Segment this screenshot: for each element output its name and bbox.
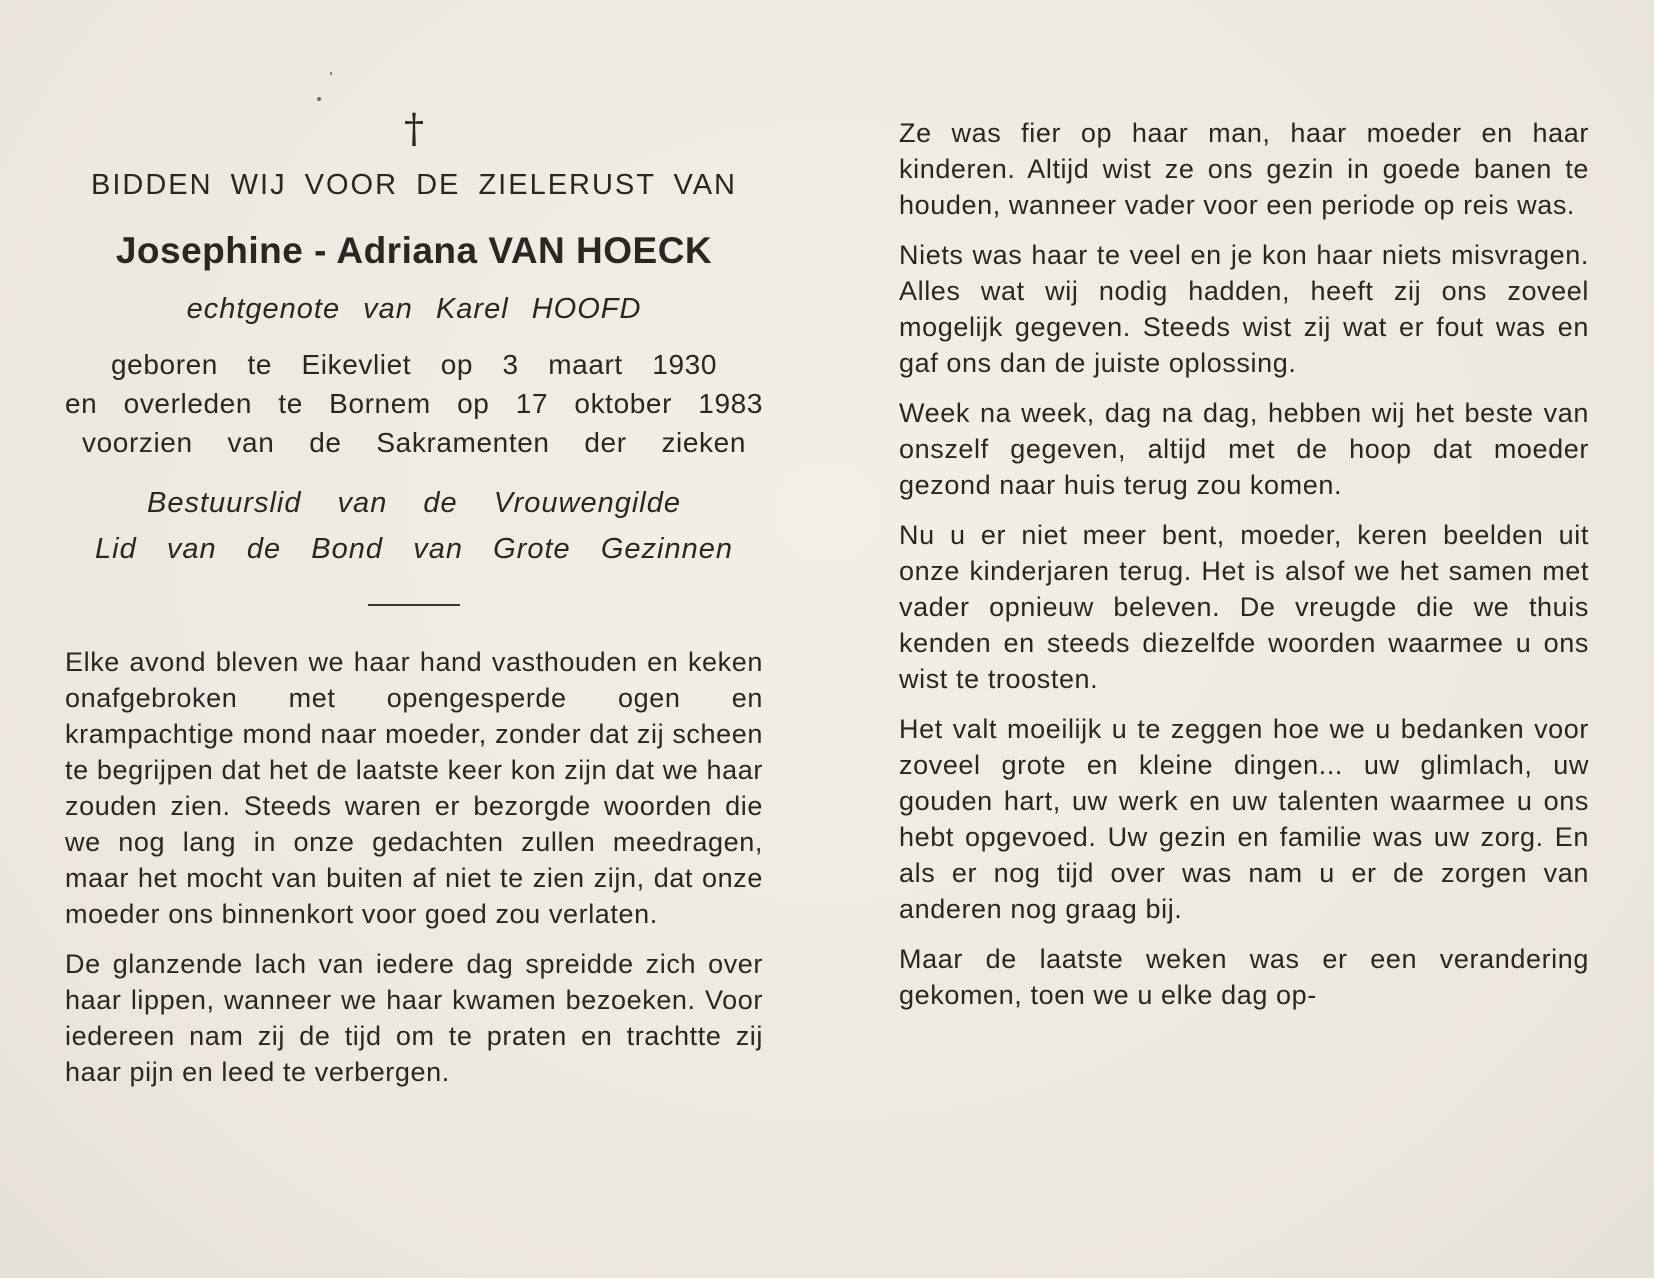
birth-line: geboren te Eikevliet op 3 maart 1930 [111, 349, 717, 380]
sacraments-line: voorzien van de Sakramenten der zieken [82, 427, 746, 458]
deceased-name: Josephine - Adriana VAN HOECK [115, 230, 713, 271]
spouse-line: echtgenote van Karel HOOFD [186, 293, 642, 325]
memberships [65, 480, 763, 572]
paper-speck [317, 97, 321, 101]
cross-icon: † [404, 106, 424, 152]
text-paragraph: Niets was haar te veel en je kon haar niets misvragen. Alles wat wij nodig hadden, heeft zij ons zoveel mogelijk gegeven. Steeds wist zij wat er fout was en gaf ons dan de juiste oplossing. [899, 240, 1589, 378]
prayer-heading: BIDDEN WIJ VOOR DE ZIELERUST VAN [91, 169, 737, 201]
text-paragraph: Ze was fier op haar man, haar moeder en haar kinderen. Altijd wist ze ons gezin in goede banen te houden, wanneer vader voor een periode op reis was. [899, 118, 1589, 220]
text-paragraph: De glanzende lach van iedere dag spreidde zich over haar lippen, wanneer we haar kwamen bezoeken. Voor iedereen nam zij de tijd om te praten en trachtte zij haar pijn en leed te verbergen. [65, 949, 763, 1087]
text-paragraph: Week na week, dag na dag, hebben wij het beste van onszelf gegeven, altijd met de hoop dat moeder gezond naar huis terug zou komen. [899, 398, 1589, 500]
divider-line [368, 604, 460, 606]
death-line: en overleden te Bornem op 17 oktober 1983 [65, 388, 763, 419]
text-paragraph: Het valt moeilijk u te zeggen hoe we u bedanken voor zoveel grote en kleine dingen... uw glimlach, uw gouden hart, uw werk en uw talenten waarmee u ons hebt opgevoed. Uw gezin en familie was uw zorg. En als er nog tijd over was nam u er de zorgen van anderen nog graag bij. [899, 714, 1589, 924]
membership-line: Lid van de Bond van Grote Gezinnen [95, 533, 733, 565]
life-dates [65, 345, 763, 462]
membership-line: Bestuurslid van de Vrouwengilde [147, 487, 681, 519]
text-paragraph: Maar de laatste weken was er een verandering gekomen, toen we u elke dag op- [899, 944, 1589, 1010]
right-page [899, 115, 1589, 1027]
paper-speck [330, 72, 332, 75]
left-page [65, 105, 763, 1104]
text-paragraph: Elke avond bleven we haar hand vasthouden en keken onafgebroken met opengesperde ogen en krampachtige mond naar moeder, zonder dat zij scheen te begrijpen dat het de laatste keer kon zijn dat we haar zouden zien. Steeds waren er bezorgde woorden die we nog lang in onze gedachten zullen meedragen, maar het mocht van buiten af niet te zien zijn, dat onze moeder ons binnenkort voor goed zou verlaten. [65, 647, 763, 929]
text-paragraph: Nu u er niet meer bent, moeder, keren beelden uit onze kinderjaren terug. Het is alsof we het samen met vader opnieuw beleven. De vreugde die we thuis kenden en steeds diezelfde woorden waarmee u ons wist te troosten. [899, 520, 1589, 694]
